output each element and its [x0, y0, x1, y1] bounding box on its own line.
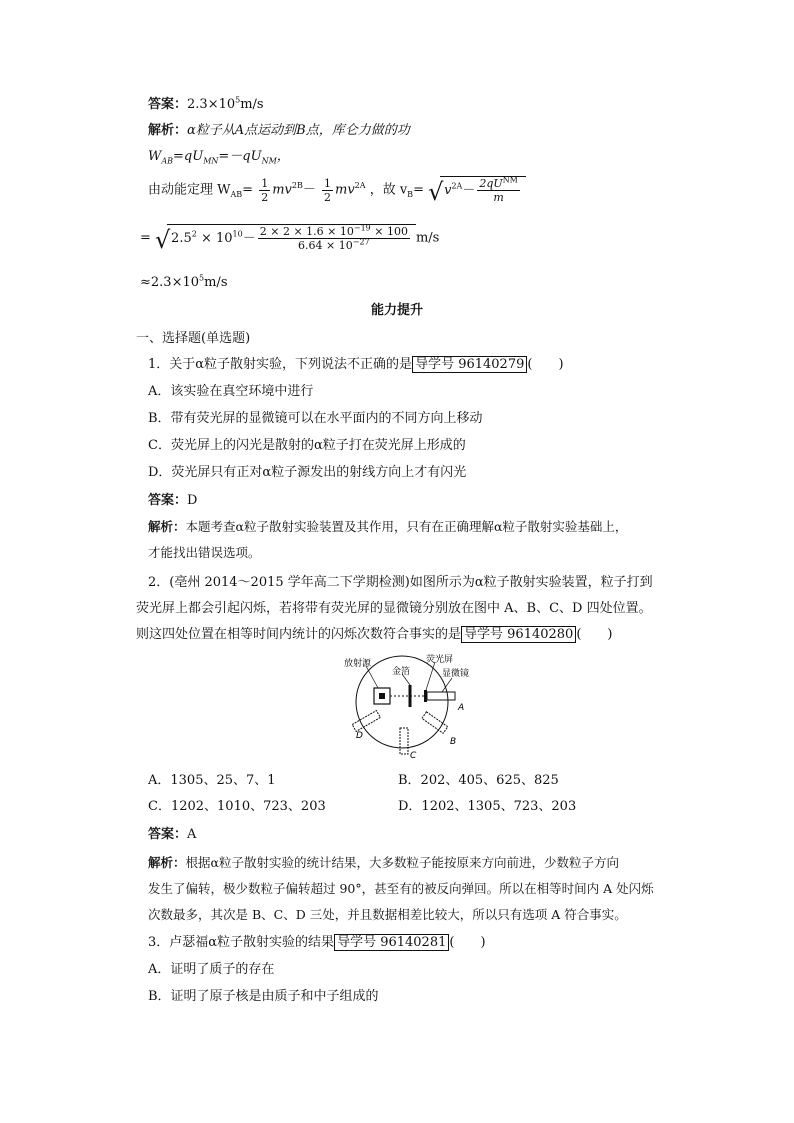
q2-option-d: D．1202、1305、723、203: [398, 799, 577, 814]
q2-option-a: A．1305、25、7、1: [148, 773, 276, 788]
q2-stem-1: 2．(亳州 2014～2015 学年高二下学期检测)如图所示为α粒子散射实验装置，粒子打到: [148, 575, 653, 590]
microscope-b: [422, 712, 448, 733]
q2-analysis-2: 发生了偏转，极少数粒子偏转超过 90°，甚至有的被反向弹回。所以在相等时间内 A 处闪烁: [148, 881, 654, 896]
leader-microscope: [442, 678, 452, 692]
q1-option-b: B．带有荧光屏的显微镜可以在水平面内的不同方向上移动: [148, 411, 483, 426]
q2-option-c: C．1202、1010、723、203: [148, 799, 326, 814]
q2-option-b: B．202、405、625、825: [398, 773, 559, 788]
section-subtitle: 一、选择题(单选题): [136, 331, 251, 346]
leader-source: [366, 666, 378, 688]
q2-answer: 答案：A: [148, 827, 197, 842]
q3-code: 导学号 96140281: [334, 934, 449, 951]
prev-answer: 答案：$2.3\times 10^5m/s$: [148, 95, 264, 112]
microscope-d: [352, 711, 380, 732]
prev-analysis: 解析：α粒子从A点运动到B点，库仑力做的功: [148, 123, 410, 138]
q2-stem-3: 则这四处位置在相等时间内统计的闪烁次数符合事实的是 导学号 96140280 ( ): [136, 627, 613, 642]
fraction-half: $\frac{1}{2}$: [261, 176, 269, 204]
label-screen: 荧光屏: [426, 655, 454, 665]
q1-answer: 答案：D: [148, 493, 198, 508]
label-foil: 金箔: [392, 667, 411, 677]
q3-stem: 3．卢瑟福α粒子散射实验的结果 导学号 96140281 ( ): [148, 935, 486, 950]
prev-eq1: $W_{AB}=qU_{MN}=-qU_{NM}$，: [148, 149, 290, 166]
q3-option-b: B．证明了原子核是由质子和中子组成的: [148, 989, 379, 1004]
label-d: D: [356, 731, 363, 741]
source-core: [379, 693, 385, 699]
prev-eq3: = √ $2.5^2 \times 10^{10}-$ $\frac{2 \times 2 \times 1.6 \times 10^{-19} \times 100}{6.64 \times 10^{-27}}$ m/s: [140, 223, 440, 254]
sqrt-vb: √ $v^{2A}-$ $\frac{2qU^{NM}}{m}$: [428, 176, 526, 204]
label-c: C: [410, 751, 417, 761]
q1-analysis-1: 解析：本题考查α粒子散射实验装置及其作用，只有在正确理解α粒子散射实验基础上，: [148, 519, 628, 534]
scattering-apparatus-figure: [330, 652, 480, 764]
q2-stem-2: 荧光屏上都会引起闪烁，若将带有荧光屏的显微镜分别放在图中 A、B、C、D 四处位置。: [136, 601, 652, 616]
prev-eq4: $\approx 2.3\times 10^5m/s$: [140, 273, 228, 290]
prev-eq2: 由动能定理 $W_{AB}=$ $\frac{1}{2}$ $mv^{2B}-$ $\frac{1}{2}$ $mv^{2A}$ ，故 $v_B=$ √ $v^{2A}-$ $\frac{2qU^{NM}}{m}$: [148, 176, 526, 204]
microscope-c: [400, 728, 408, 754]
section-title: 能力提升: [370, 303, 423, 318]
q2-analysis-1: 解析：根据α粒子散射实验的统计结果，大多数粒子能按原来方向前进，少数粒子方向: [148, 855, 619, 870]
q1-code: 导学号 96140279: [412, 356, 527, 373]
q2-code: 导学号 96140280: [461, 626, 576, 643]
label-a: A: [458, 703, 465, 713]
q1-stem: 1．关于α粒子散射实验，下列说法不正确的是 导学号 96140279 ( ): [148, 357, 564, 372]
q1-option-c: C．荧光屏上的闪光是散射的α粒子打在荧光屏上形成的: [148, 438, 466, 453]
q3-option-a: A．证明了质子的存在: [148, 962, 275, 977]
label-b: B: [450, 737, 457, 747]
q1-option-a: A．该实验在真空环境中进行: [148, 384, 314, 399]
q1-analysis-2: 才能找出错误选项。: [148, 545, 261, 560]
q2-analysis-3: 次数最多，其次是 B、C、D 三处，并且数据相差比较大，所以只有选项 A 符合事实。: [148, 907, 627, 922]
microscope-a: [427, 692, 455, 700]
sqrt-numeric: √ $2.5^2 \times 10^{10}-$ $\frac{2 \times 2 \times 1.6 \times 10^{-19} \times 100}{6.64 \times 10^{-27}}$: [155, 224, 416, 252]
fraction-half-2: $\frac{1}{2}$: [324, 176, 331, 204]
label-source: 放射源: [344, 659, 372, 669]
label-microscope: 显微镜: [442, 669, 470, 679]
q1-option-d: D．荧光屏只有正对α粒子源发出的射线方向上才有闪光: [148, 465, 467, 480]
